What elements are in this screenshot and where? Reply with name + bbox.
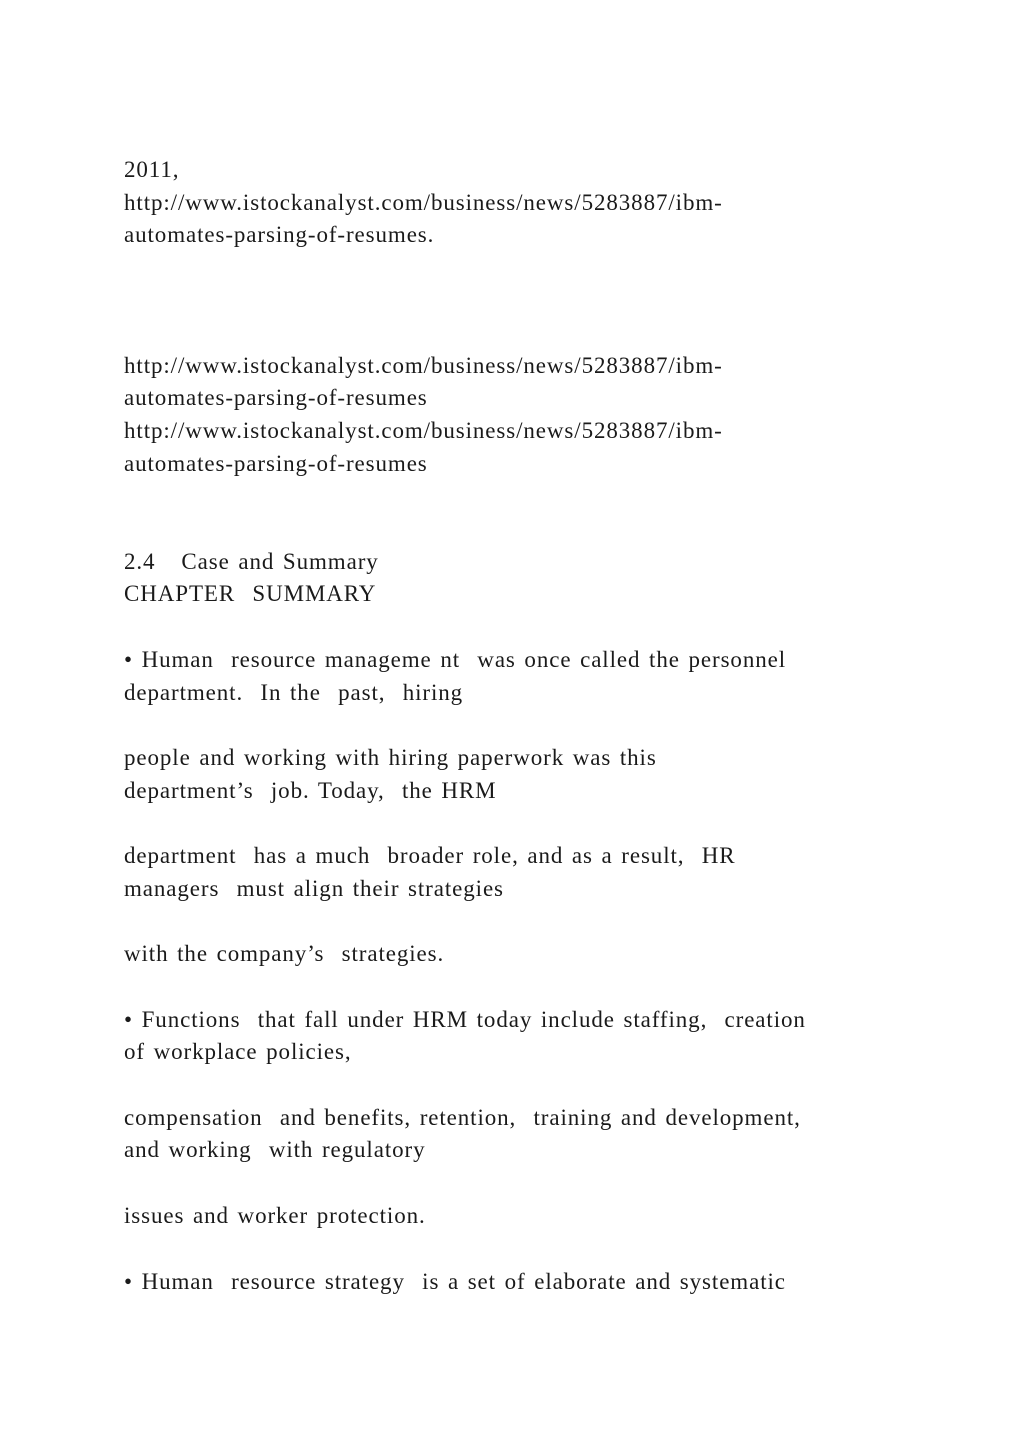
link-2-line-2[interactable]: automates-parsing-of-resumes: [124, 451, 428, 476]
paragraph-line: department’s job. Today, the HRM: [124, 778, 497, 803]
paragraph-line: • Human resource strategy is a set of elaborate and systematic: [124, 1269, 786, 1294]
paragraph-line: people and working with hiring paperwork was this: [124, 745, 657, 770]
paragraph-line: • Human resource manageme nt was once called the personnel: [124, 647, 787, 672]
paragraph-line: with the company’s strategies.: [124, 941, 445, 966]
reference-url-line-1[interactable]: http://www.istockanalyst.com/business/news/5283887/ibm-: [124, 190, 723, 215]
section-heading: 2.4 Case and Summary: [124, 549, 379, 574]
paragraph-line: department. In the past, hiring: [124, 680, 464, 705]
paragraph-line: managers must align their strategies: [124, 876, 504, 901]
paragraph-line: issues and worker protection.: [124, 1203, 426, 1228]
paragraph-line: compensation and benefits, retention, training and development,: [124, 1105, 801, 1130]
paragraph-line: • Functions that fall under HRM today include staffing, creation: [124, 1007, 806, 1032]
link-1-line-2[interactable]: automates-parsing-of-resumes: [124, 385, 428, 410]
link-1-line-1[interactable]: http://www.istockanalyst.com/business/news/5283887/ibm-: [124, 353, 723, 378]
paragraph-line: and working with regulatory: [124, 1137, 426, 1162]
paragraph-line: of workplace policies,: [124, 1039, 352, 1064]
paragraph-line: department has a much broader role, and as a result, HR: [124, 843, 736, 868]
chapter-title: CHAPTER SUMMARY: [124, 581, 377, 606]
link-2-line-1[interactable]: http://www.istockanalyst.com/business/news/5283887/ibm-: [124, 418, 723, 443]
reference-year: 2011,: [124, 157, 180, 182]
reference-url-line-2[interactable]: automates-parsing-of-resumes.: [124, 222, 435, 247]
